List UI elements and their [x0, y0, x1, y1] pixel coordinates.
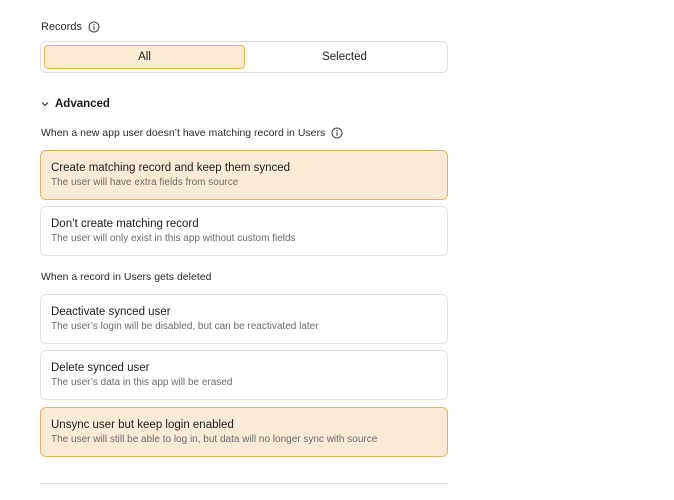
option-title: Unsync user but keep login enabled: [51, 419, 234, 431]
option-description: The user will still be able to log in, but data will no longer sync with source: [51, 434, 378, 445]
records-option-all[interactable]: All: [44, 45, 245, 69]
records-option-selected[interactable]: Selected: [322, 51, 367, 63]
option-title: Deactivate synced user: [51, 306, 171, 318]
section-divider: [40, 483, 448, 484]
new-user-question: [41, 127, 343, 139]
info-icon[interactable]: [88, 21, 100, 33]
option-unsync-keep-login[interactable]: [40, 407, 448, 457]
chevron-down-icon: [40, 99, 50, 109]
new-user-question-text: When a new app user doesn’t have matching record in Users: [41, 127, 326, 139]
option-title: Don’t create matching record: [51, 218, 199, 230]
option-delete-synced-user[interactable]: [40, 350, 448, 400]
option-create-matching-record[interactable]: [40, 150, 448, 200]
option-deactivate-synced-user[interactable]: [40, 294, 448, 344]
option-title: Create matching record and keep them synced: [51, 162, 291, 174]
option-description: The user’s login will be disabled, but can be reactivated later: [51, 321, 319, 332]
deleted-question-text: When a record in Users gets deleted: [41, 271, 212, 283]
option-dont-create-record[interactable]: [40, 206, 448, 256]
records-label: Records: [41, 21, 82, 33]
option-description: The user’s data in this app will be erased: [51, 377, 233, 388]
option-description: The user will only exist in this app without custom fields: [51, 233, 296, 244]
records-segmented-control: [40, 41, 448, 73]
option-title: Delete synced user: [51, 362, 150, 374]
advanced-toggle[interactable]: [40, 98, 110, 110]
option-description: The user will have extra fields from source: [51, 177, 239, 188]
info-icon[interactable]: [331, 127, 343, 139]
deleted-question: [41, 271, 211, 283]
advanced-label: Advanced: [55, 98, 110, 110]
records-label-row: [41, 21, 100, 33]
